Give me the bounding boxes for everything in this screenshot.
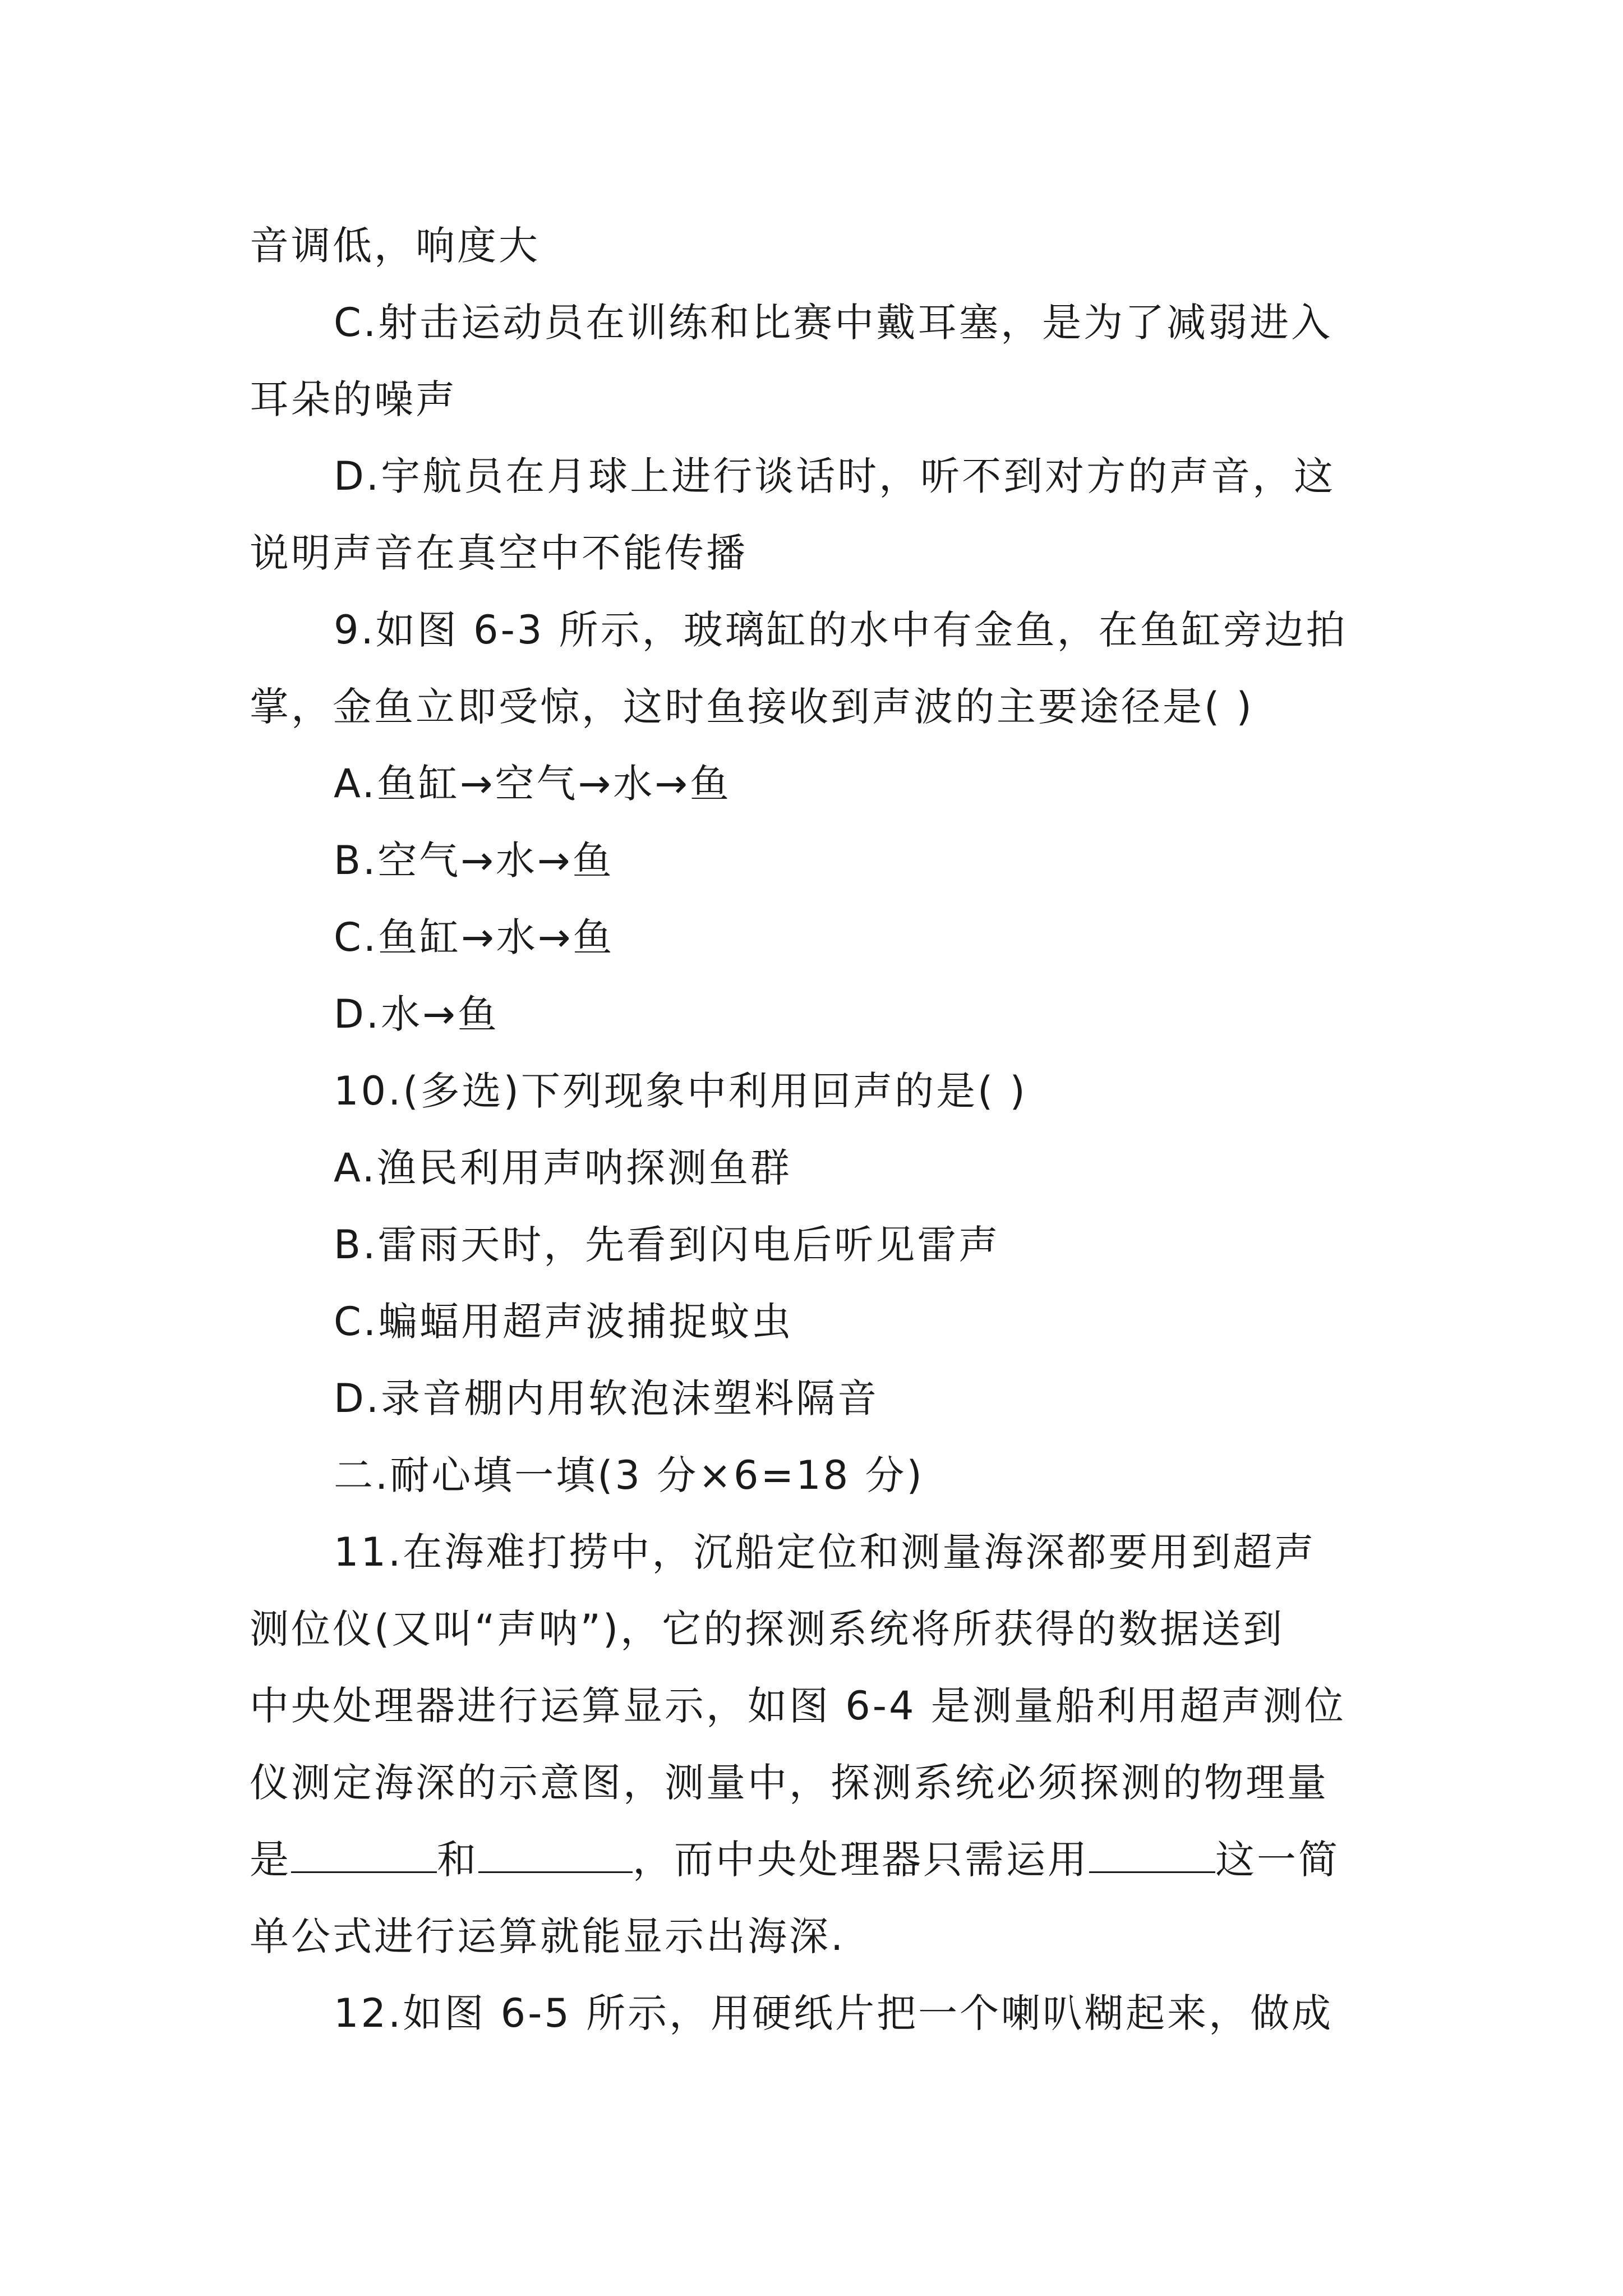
question-11: 11.在海难打捞中，沉船定位和测量海深都要用到超声 [334, 1529, 1316, 1575]
text-line: 掌，金鱼立即受惊，这时鱼接收到声波的主要途径是( ) [250, 684, 1254, 730]
answer-blank-2[interactable] [478, 1839, 633, 1873]
text-line: 说明声音在真空中不能传播 [250, 530, 748, 576]
question-9: 9.如图 6-3 所示，玻璃缸的水中有金鱼，在鱼缸旁边拍 [334, 607, 1348, 653]
option-d: D.水→鱼 [334, 991, 499, 1037]
text-line: 耳朵的噪声 [250, 376, 457, 422]
option-d: D.录音棚内用软泡沫塑料隔音 [334, 1375, 879, 1421]
option-c-line: C.射击运动员在训练和比赛中戴耳塞，是为了减弱进入 [334, 300, 1333, 346]
text-line: 中央处理器进行运算显示，如图 6-4 是测量船利用超声测位 [250, 1683, 1346, 1729]
option-b: B.空气→水→鱼 [334, 838, 614, 884]
option-a: A.渔民利用声呐探测鱼群 [334, 1145, 792, 1191]
text-fragment: 是 [250, 1837, 291, 1883]
section-heading: 二.耐心填一填(3 分×6=18 分) [334, 1452, 924, 1498]
option-a: A.鱼缸→空气→水→鱼 [334, 761, 731, 807]
answer-blank-1[interactable] [291, 1839, 437, 1873]
fill-in-line [250, 1820, 1340, 1899]
option-b: B.雷雨天时，先看到闪电后听见雷声 [334, 1222, 1000, 1268]
text-fragment: ，而中央处理器只需运用 [633, 1837, 1089, 1883]
text-fragment: 这一简 [1215, 1837, 1340, 1883]
text-line: 仪测定海深的示意图，测量中，探测系统必须探测的物理量 [250, 1760, 1329, 1806]
question-10: 10.(多选)下列现象中利用回声的是( ) [334, 1068, 1027, 1114]
option-d-line: D.宇航员在月球上进行谈话时，听不到对方的声音，这 [334, 453, 1336, 499]
text-line: 测位仪(又叫“声呐”)，它的探测系统将所获得的数据送到 [250, 1606, 1285, 1652]
option-c: C.鱼缸→水→鱼 [334, 914, 615, 960]
text-fragment: 和 [437, 1837, 478, 1883]
text-line: 单公式进行运算就能显示出海深. [250, 1913, 846, 1959]
answer-blank-3[interactable] [1089, 1839, 1215, 1873]
text-line: 音调低，响度大 [250, 223, 540, 269]
option-c: C.蝙蝠用超声波捕捉蚊虫 [334, 1299, 794, 1345]
question-12: 12.如图 6-5 所示，用硬纸片把一个喇叭糊起来，做成 [334, 1990, 1334, 2036]
